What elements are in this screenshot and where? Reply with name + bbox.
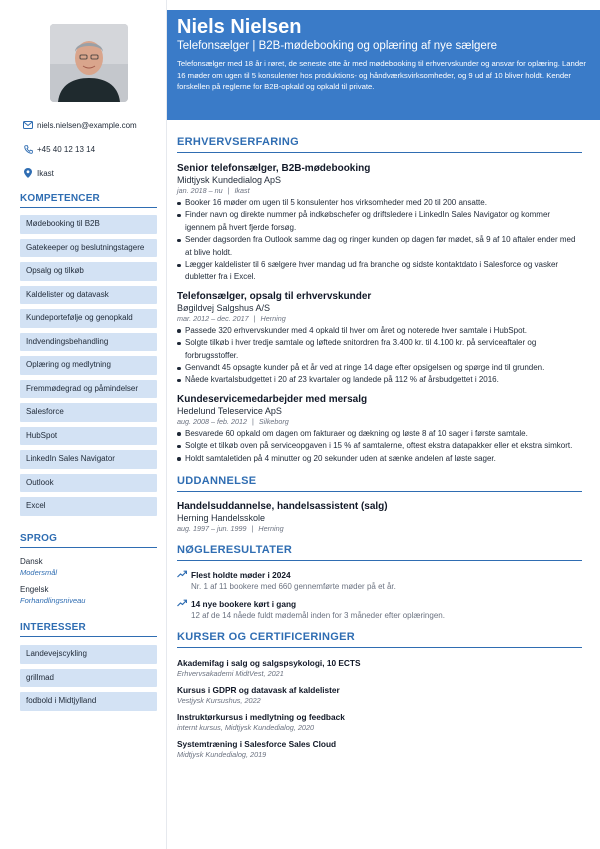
- course-title: Kursus i GDPR og datavask af kaldelister: [177, 685, 340, 696]
- skill-tag: Oplæring og medlytning: [20, 356, 157, 375]
- job-company: Hedelund Teleservice ApS: [177, 405, 282, 416]
- meta-separator: |: [251, 524, 254, 534]
- course-item: [177, 657, 582, 679]
- job-location: Ikast: [234, 186, 250, 195]
- job-bullet: Besvarede 60 opkald om dagen om fakturaer og dækning og løste 8 af 10 sager i første samtale.: [177, 428, 582, 440]
- job-bullet: Nåede kvartalsbudgettet i 20 af 23 kvartaler og landede på 112 % af årsbudgettet i 2016.: [177, 374, 582, 386]
- achievements-heading: NØGLERESULTATER: [177, 544, 582, 561]
- achievement-title: 14 nye bookere kørt i gang: [191, 599, 297, 610]
- contact-email[interactable]: [20, 113, 157, 137]
- skill-tag: Indvendingsbehandling: [20, 333, 157, 352]
- location-pin-icon: [20, 168, 36, 178]
- job-bullet: Sender dagsorden fra Outlook samme dag og ringer kunden op dagen før mødet, så 9 af 10 aftaler ender med at blive holdt.: [177, 234, 582, 259]
- interests-heading: INTERESSER: [20, 622, 157, 637]
- education-meta: [177, 524, 582, 534]
- job-location: Silkeborg: [258, 416, 289, 426]
- interest-tag: grillmad: [20, 669, 157, 688]
- email-text: niels.nielsen@example.com: [37, 120, 137, 130]
- phone-text: +45 40 12 13 14: [37, 144, 96, 154]
- course-provider: Erhvervsakademi MidtVest, 2021: [177, 669, 284, 679]
- language-level: Modersmål: [20, 568, 58, 577]
- course-provider: Vestjysk Kursushus, 2022: [177, 696, 261, 706]
- course-title: Systemtræning i Salesforce Sales Cloud: [177, 739, 337, 750]
- job-bullets: [177, 428, 582, 465]
- profile-summary: Telefonsælger med 18 år i røret, de seneste otte år med mødebooking til erhvervskunder og ansvar for oplæring. Lander 16 møder om ugen til 5 konsulenter hos produktions- og håndværksvirksomheder, og 9 ud af 10 bliver holdt. Kender forskellen på reglerne for B2B-opkald og opkald til private.: [177, 59, 586, 92]
- skills-heading: KOMPETENCER: [20, 193, 157, 208]
- language-name: Dansk: [20, 557, 43, 566]
- achievement-title: Flest holdte møder i 2024: [191, 570, 291, 581]
- meta-separator: |: [253, 313, 256, 323]
- skill-tag: Outlook: [20, 474, 157, 493]
- job-company: Midtjysk Kundedialog ApS: [177, 175, 282, 185]
- job-dates: jan. 2018 – nu: [177, 186, 223, 195]
- job-bullet: Finder navn og direkte nummer på indkøbschefer og driftsledere i LinkedIn Sales Navigator og kommer igennem på hvert fjerde forsøg.: [177, 209, 582, 234]
- degree-title: Handelsuddannelse, handelsassistent (salg): [177, 501, 388, 513]
- mail-icon: [20, 121, 36, 129]
- experience-heading: ERHVERVSERFARING: [177, 136, 582, 153]
- course-item: [177, 684, 582, 706]
- trending-up-icon: [177, 569, 191, 592]
- meta-separator: |: [251, 416, 254, 426]
- job-bullet: Genvandt 45 opsagte kunder på et år ved at ringe 14 dage efter opsigelsen og spørge ind til grunden.: [177, 362, 582, 374]
- course-provider: internt kursus, Midtjysk Kundedialog, 2020: [177, 723, 315, 733]
- location-text: Ikast: [37, 168, 54, 178]
- main-content: [177, 128, 582, 765]
- course-title: Akademifag i salg og salgspsykologi, 10 ECTS: [177, 658, 361, 669]
- job-meta: [177, 417, 582, 427]
- education-entry: [177, 500, 582, 534]
- course-provider: Midtjysk Kundedialog, 2019: [177, 750, 267, 760]
- job-headline: Telefonsælger | B2B-mødebooking og oplæring af nye sælgere: [177, 40, 498, 52]
- skill-tag: Gatekeeper og beslutningstagere: [20, 239, 157, 258]
- trending-up-icon: [177, 598, 191, 621]
- job-title: Senior telefonsælger, B2B-mødebooking: [177, 163, 371, 174]
- job-entry: [177, 162, 582, 284]
- course-item: [177, 711, 582, 733]
- school-name: Herning Handelsskole: [177, 513, 266, 524]
- language-item: [20, 585, 157, 605]
- job-bullet: Solgte et tilkøb oven på serviceopgaven i 15 % af samtalerne, oftest ekstra datapakker eller et ekstra simkort.: [177, 440, 582, 452]
- achievement-desc: Nr. 1 af 11 bookere med 660 gennemførte møder på et år.: [191, 582, 396, 592]
- job-bullets: [177, 197, 582, 284]
- achievement-desc: 12 af de 14 nåede fuldt mødemål inden for 3 måneder efter oplæringen.: [191, 611, 445, 621]
- education-heading: UDDANNELSE: [177, 475, 582, 492]
- sidebar: [0, 0, 167, 849]
- job-bullet: Solgte tilkøb i hver tredje samtale og løftede snitordren fra 3.400 kr. til 4.100 kr. på serviceaftaler og forbrugsstoffer.: [177, 337, 582, 362]
- phone-icon: [20, 145, 36, 154]
- contact-location: [20, 161, 157, 185]
- job-bullet: Lægger kaldelister til 6 sælgere hver mandag ud fra branche og sidste kontaktdato i Salesforce og vasker dubletter fra i Excel.: [177, 259, 582, 284]
- skill-tag: Salesforce: [20, 403, 157, 422]
- courses-list: [177, 657, 582, 760]
- contact-info: [20, 113, 157, 185]
- skills-list: [20, 215, 157, 521]
- skill-tag: Excel: [20, 497, 157, 516]
- education-dates: aug. 1997 – jun. 1999: [177, 524, 247, 534]
- job-bullet: Holdt samtaletiden på 4 minutter og 20 sekunder uden at sænke andelen af løste sager.: [177, 453, 582, 465]
- education-location: Herning: [258, 524, 284, 534]
- language-level: Forhandlingsniveau: [20, 596, 86, 605]
- skill-tag: Fremmødegrad og påmindelser: [20, 380, 157, 399]
- job-location: Herning: [260, 313, 286, 323]
- job-bullets: [177, 325, 582, 387]
- courses-heading: KURSER OG CERTIFICERINGER: [177, 631, 582, 648]
- interest-tag: Landevejscykling: [20, 645, 157, 664]
- interests-list: [20, 645, 157, 716]
- skill-tag: Kaldelister og datavask: [20, 286, 157, 305]
- skill-tag: Kundeportefølje og genopkald: [20, 309, 157, 328]
- job-dates: mar. 2012 – dec. 2017: [177, 313, 249, 323]
- resume-header: [167, 10, 600, 120]
- course-title: Instruktørkursus i medlytning og feedback: [177, 712, 345, 723]
- achievement-item: [177, 598, 582, 621]
- job-bullet: Booker 16 møder om ugen til 5 konsulenter hos virksomheder med 20 til 200 ansatte.: [177, 197, 582, 209]
- skill-tag: Mødebooking til B2B: [20, 215, 157, 234]
- skill-tag: Opsalg og tilkøb: [20, 262, 157, 281]
- job-entry: [177, 290, 582, 387]
- course-item: [177, 738, 582, 760]
- job-bullet: Passede 320 erhvervskunder med 4 opkald til hver om året og noterede hver samtale i HubSpot.: [177, 325, 582, 337]
- achievement-item: [177, 569, 582, 592]
- job-meta: [177, 186, 582, 196]
- meta-separator: |: [227, 186, 230, 195]
- languages-heading: SPROG: [20, 533, 157, 548]
- skill-tag: LinkedIn Sales Navigator: [20, 450, 157, 469]
- job-dates: aug. 2008 – feb. 2012: [177, 416, 247, 426]
- person-name: Niels Nielsen: [177, 16, 302, 38]
- job-meta: [177, 314, 582, 324]
- achievements-list: [177, 569, 582, 621]
- language-item: [20, 557, 157, 577]
- job-title: Kundeservicemedarbejder med mersalg: [177, 393, 368, 405]
- job-title: Telefonsælger, opsalg til erhvervskunder: [177, 290, 372, 302]
- skill-tag: HubSpot: [20, 427, 157, 446]
- interest-tag: fodbold i Midtjylland: [20, 692, 157, 711]
- contact-phone[interactable]: [20, 137, 157, 161]
- job-company: Bøgildvej Salgshus A/S: [177, 302, 271, 313]
- profile-photo: [50, 24, 128, 102]
- language-name: Engelsk: [20, 585, 49, 594]
- job-entry: [177, 393, 582, 465]
